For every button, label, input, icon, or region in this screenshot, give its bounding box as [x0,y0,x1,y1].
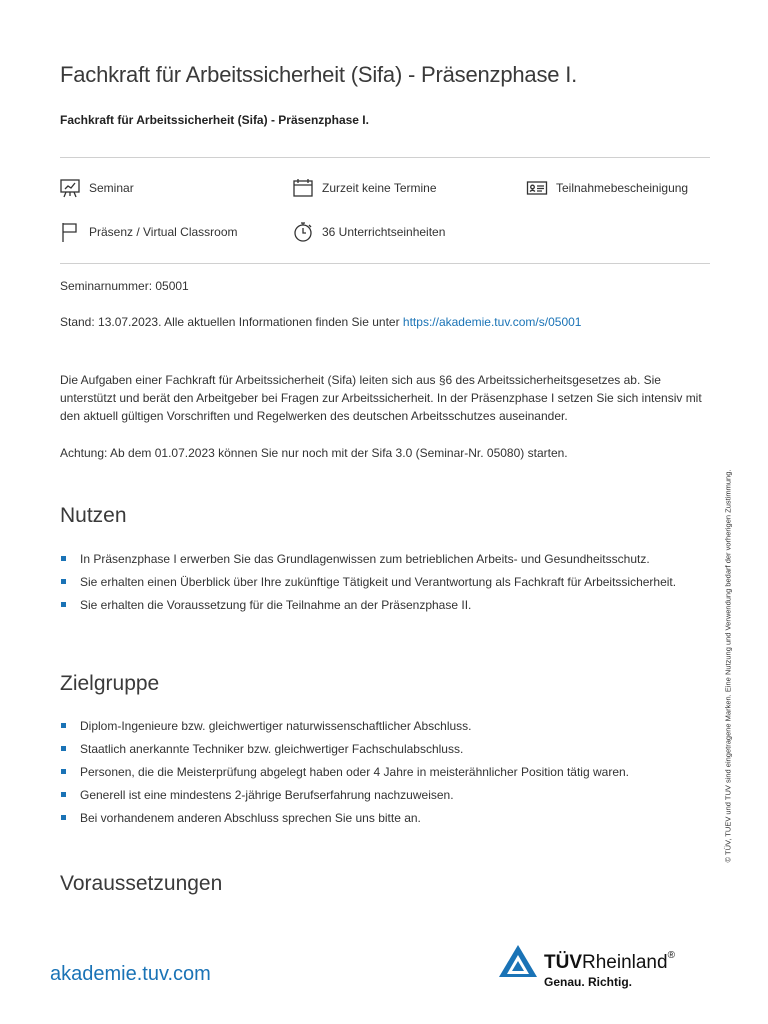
stand-line [60,315,581,329]
stand-text: Stand: 13.07.2023. Alle aktuellen Informationen finden Sie unter [60,315,403,329]
list-item: In Präsenzphase I erwerben Sie das Grundlagenwissen zum betrieblichen Arbeits- und Gesundheitsschutz. [60,550,710,568]
footer-url[interactable]: akademie.tuv.com [50,963,211,985]
info-format-label: Präsenz / Virtual Classroom [89,225,238,239]
list-item: Sie erhalten einen Überblick über Ihre zukünftige Tätigkeit und Verantwortung als Fachkraft für Arbeitssicherheit. [60,573,710,591]
timer-icon [292,221,314,243]
section-heading-nutzen: Nutzen [60,504,127,527]
info-type-label: Seminar [89,181,134,195]
list-item: Bei vorhandenem anderen Abschluss sprechen Sie uns bitte an. [60,809,710,827]
section-heading-voraussetzungen: Voraussetzungen [60,872,223,895]
info-dates [292,177,437,199]
list-item: Personen, die die Meisterprüfung abgelegt haben oder 4 Jahre in meisterähnlicher Position tätig waren. [60,763,710,781]
info-units [292,221,445,243]
divider-bottom [60,263,710,264]
list-item: Diplom-Ingenieure bzw. gleichwertiger naturwissenschaftlicher Abschluss. [60,717,710,735]
info-format [59,221,238,243]
list-item: Staatlich anerkannte Techniker bzw. gleichwertiger Fachschulabschluss. [60,740,710,758]
page-title: Fachkraft für Arbeitssicherheit (Sifa) - Präsenzphase I. [60,62,578,87]
bullet-icon [61,556,66,561]
id-card-icon [526,177,548,199]
info-units-label: 36 Unterrichtseinheiten [322,225,446,239]
presentation-board-icon [59,177,81,199]
calendar-icon [292,177,314,199]
stand-link[interactable]: https://akademie.tuv.com/s/05001 [402,315,582,329]
bullet-icon [61,792,66,797]
triangle-logo-icon [498,944,538,978]
intro-paragraph: Die Aufgaben einer Fachkraft für Arbeitssicherheit (Sifa) leiten sich aus §6 des Arbeitssicherheitsgesetzes ab. Sie unterstützt und berät den Arbeitgeber bei Fragen zur Arbeitssicherheit. In der Präsenzphase I setzen Sie sich intensiv mit den aktuell gültigen Vorschriften und Regelwerken des deutschen Arbeitsschutzes auseinander. [60,373,702,423]
seminar-number: Seminarnummer: 05001 [60,279,189,293]
divider-top [60,157,710,158]
logo-wordmark: TÜVRheinland® [544,950,675,973]
info-certificate-label: Teilnahmebescheinigung [556,181,689,195]
list-item: Sie erhalten die Voraussetzung für die Teilnahme an der Präsenzphase II. [60,596,710,614]
bullet-icon [61,746,66,751]
flag-icon [59,221,81,243]
logo-tagline: Genau. Richtig. [544,975,633,989]
nutzen-list [60,550,710,619]
bullet-icon [61,769,66,774]
info-type [59,177,134,199]
section-heading-zielgruppe: Zielgruppe [60,672,160,695]
intro-note: Achtung: Ab dem 01.07.2023 können Sie nur noch mit der Sifa 3.0 (Seminar-Nr. 05080) starten. [60,446,568,460]
bullet-icon [61,723,66,728]
zielgruppe-list [60,717,710,832]
page-subtitle: Fachkraft für Arbeitssicherheit (Sifa) - Präsenzphase I. [60,113,369,127]
bullet-icon [61,579,66,584]
info-certificate [526,177,688,199]
bullet-icon [61,602,66,607]
tuv-rheinland-logo [498,944,708,994]
bullet-icon [61,815,66,820]
list-item: Generell ist eine mindestens 2-jährige Berufserfahrung nachzuweisen. [60,786,710,804]
info-dates-label: Zurzeit keine Termine [322,181,437,195]
